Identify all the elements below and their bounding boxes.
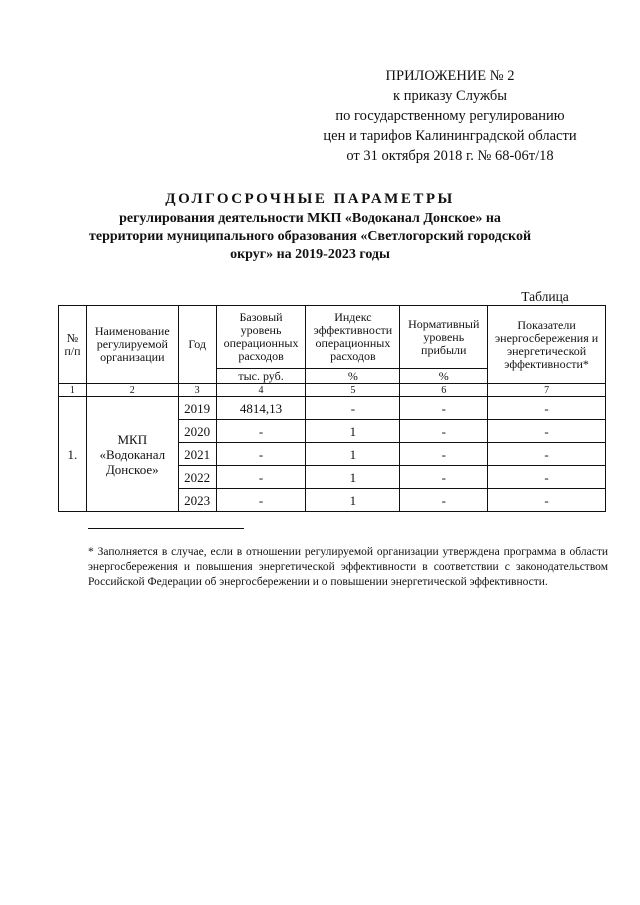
cell-year: 2021	[178, 443, 216, 466]
unit-index: %	[306, 369, 400, 384]
cell-profit: -	[400, 420, 488, 443]
column-number: 6	[400, 384, 488, 397]
footnote: * Заполняется в случае, если в отношении регулируемой организации утверждена программа в области энергосбережения и повышения энергетической эффективности в соответствии с законодательством Российской Федерации об энергосбережении и о повышении энергетической эффективности.	[88, 546, 608, 588]
parameters-table	[58, 305, 606, 512]
cell-year: 2022	[178, 466, 216, 489]
column-number: 3	[178, 384, 216, 397]
cell-base: -	[216, 420, 306, 443]
header-year: Год	[178, 306, 216, 384]
cell-energy: -	[488, 443, 606, 466]
cell-index: 1	[306, 489, 400, 512]
title-line: округ» на 2019-2023 годы	[230, 247, 390, 262]
unit-base: тыс. руб.	[216, 369, 306, 384]
appendix-line: от 31 октября 2018 г. № 68-06т/18	[346, 148, 554, 164]
row-number: 1.	[59, 397, 87, 512]
cell-index: 1	[306, 466, 400, 489]
appendix-line: ПРИЛОЖЕНИЕ № 2	[385, 68, 515, 84]
title-line: регулирования деятельности МКП «Водоканал Донское» на	[119, 211, 501, 226]
cell-energy: -	[488, 466, 606, 489]
footnote-divider	[88, 528, 244, 529]
column-number: 7	[488, 384, 606, 397]
cell-profit: -	[400, 443, 488, 466]
table-row	[59, 397, 606, 420]
document-title	[80, 190, 540, 264]
cell-base: -	[216, 489, 306, 512]
cell-index: 1	[306, 420, 400, 443]
cell-base: 4814,13	[216, 397, 306, 420]
cell-year: 2020	[178, 420, 216, 443]
appendix-line: по государственному регулированию	[335, 108, 565, 124]
title-main: ДОЛГОСРОЧНЫЕ ПАРАМЕТРЫ	[165, 191, 455, 207]
cell-index: 1	[306, 443, 400, 466]
header-profit-level: Нормативный уровень прибыли	[400, 306, 488, 369]
cell-base: -	[216, 466, 306, 489]
column-number: 1	[59, 384, 87, 397]
cell-energy: -	[488, 420, 606, 443]
table-column-numbers-row	[59, 384, 606, 397]
appendix-line: цен и тарифов Калининградской области	[323, 128, 577, 144]
cell-index: -	[306, 397, 400, 420]
cell-energy: -	[488, 397, 606, 420]
header-energy: Показатели энергосбережения и энергетической эффективности*	[488, 306, 606, 384]
organization-name: МКП «Водоканал Донское»	[86, 397, 178, 512]
header-number: № п/п	[59, 306, 87, 384]
column-number: 4	[216, 384, 306, 397]
unit-profit: %	[400, 369, 488, 384]
header-organization: Наименование регулируемой организации	[86, 306, 178, 384]
cell-profit: -	[400, 466, 488, 489]
table-header-row	[59, 306, 606, 369]
cell-year: 2019	[178, 397, 216, 420]
title-line: территории муниципального образования «Светлогорский городской	[88, 229, 532, 244]
appendix-header	[290, 66, 610, 166]
column-number: 5	[306, 384, 400, 397]
cell-profit: -	[400, 489, 488, 512]
cell-year: 2023	[178, 489, 216, 512]
header-efficiency-index: Индекс эффективности операционных расходов	[306, 306, 400, 369]
cell-profit: -	[400, 397, 488, 420]
table-label: Таблица	[521, 289, 569, 304]
appendix-line: к приказу Службы	[393, 88, 507, 104]
cell-base: -	[216, 443, 306, 466]
header-base-level: Базовый уровень операционных расходов	[216, 306, 306, 369]
column-number: 2	[86, 384, 178, 397]
cell-energy: -	[488, 489, 606, 512]
